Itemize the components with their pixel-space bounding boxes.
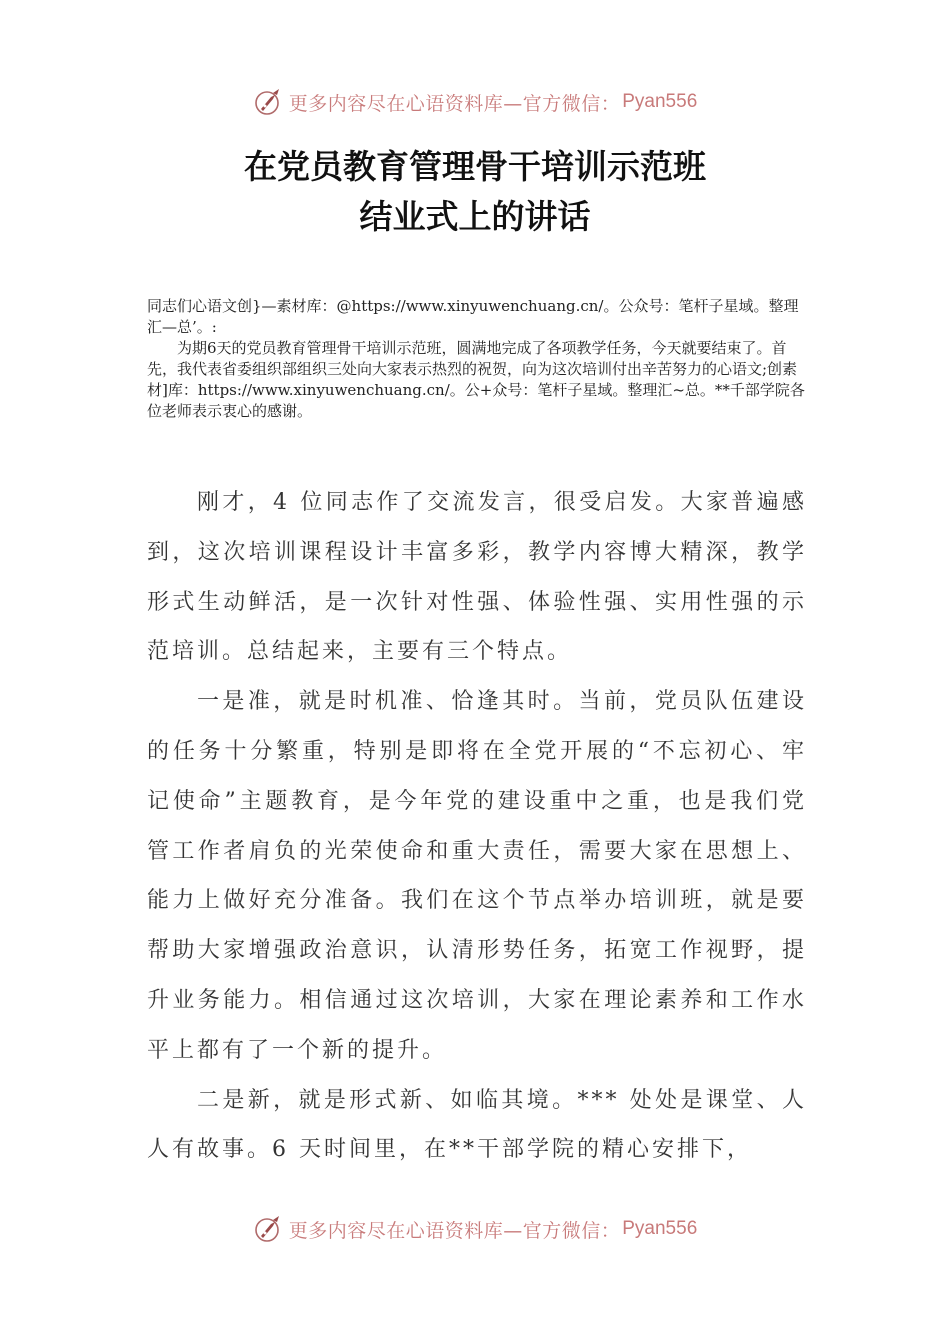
title-line-1: 在党员教育管理骨干培训示范班: [244, 147, 706, 186]
intro-paragraph-1: 同志们心语文创}—素材库：@https://www.xinyuwenchuang.cn/。公众号：笔杆子星域。整理汇—总’。:: [147, 297, 799, 336]
header-banner: [0, 82, 950, 122]
document-title: [0, 142, 950, 242]
banner-text: 更多内容尽在心语资料库—官方微信：: [288, 1219, 621, 1242]
title-line-2: 结业式上的讲话: [359, 197, 591, 236]
intro-section: [147, 296, 807, 422]
body-paragraph-3: 二是新，就是形式新、如临其境。*** 处处是课堂、人人有故事。6 天时间里，在**干部学院的精心安排下，: [147, 1087, 807, 1163]
body-paragraph-2: 一是准，就是时机准、恰逢其时。当前，党员队伍建设的任务十分繁重，特别是即将在全党开展的“不忘初心、牢记使命”主题教育，是今年党的建设重中之重，也是我们党管工作者肩负的光荣使命和重大责任，需要大家在思想上、能力上做好充分准备。我们在这个节点举办培训班，就是要帮助大家增强政治意识，认清形势任务，拓宽工作视野，提升业务能力。相信通过这次培训，大家在理论素养和工作水平上都有了一个新的提升。: [147, 689, 807, 1063]
pen-nib-logo-icon: [253, 87, 283, 117]
intro-paragraph-2: 为期6天的党员教育管理骨干培训示范班，圆满地完成了各项教学任务，今天就要结束了。首先，我代表省委组织部组织三处向大家表示热烈的祝贺，向为这次培训付出辛苦努力的心语文;创素材]库：https://www.xinyuwenchuang.cn/。公+众号：笔杆子星域。整理汇~总。**千部学院各位老师表示衷心的感谢。: [147, 339, 805, 420]
wechat-id: Pyan556: [622, 1218, 698, 1239]
wechat-id: Pyan556: [622, 91, 698, 112]
body-paragraph-1: 刚才，4 位同志作了交流发言，很受启发。大家普遍感到，这次培训课程设计丰富多彩，教学内容博大精深，教学形式生动鲜活，是一次针对性强、体验性强、实用性强的示范培训。总结起来，主要有三个特点。: [147, 490, 807, 665]
body-section: [147, 478, 807, 1175]
pen-nib-logo-icon: [253, 1214, 283, 1244]
banner-text: 更多内容尽在心语资料库—官方微信：: [288, 92, 621, 115]
footer-banner: [0, 1209, 950, 1249]
